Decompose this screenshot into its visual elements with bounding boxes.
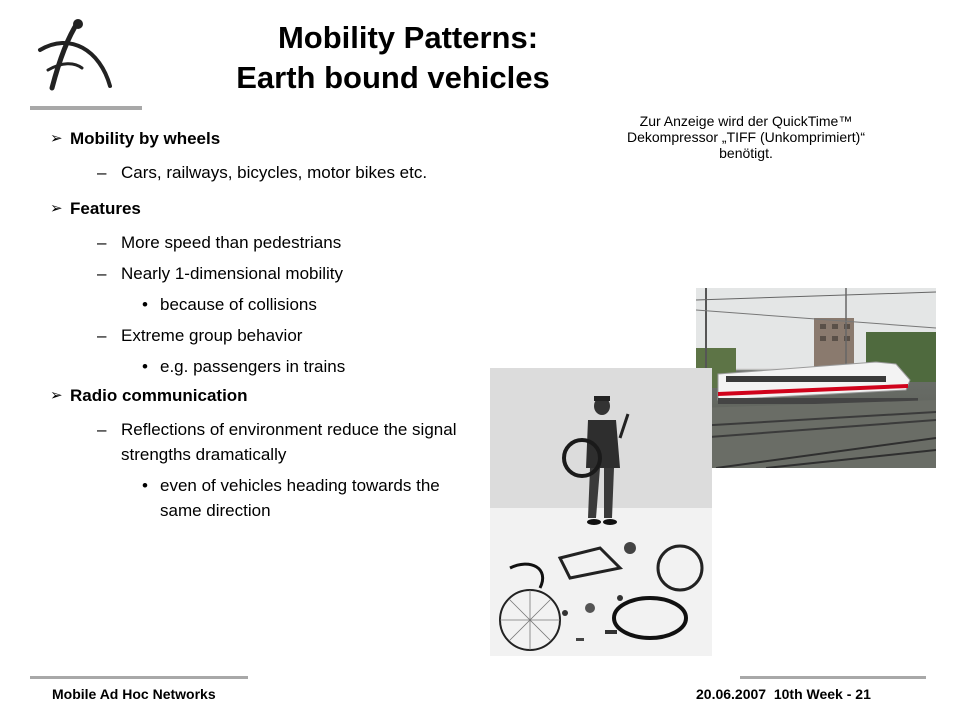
footer-rule-right [740,676,926,679]
train-photo [696,288,936,468]
bullet-radio-communication: ➢ Radio communication [50,386,248,405]
sub-bullet: – Reflections of environment reduce the signal strengths dramatically [50,417,470,467]
slide-content [50,128,470,529]
footer-course-name: Mobile Ad Hoc Networks [52,686,216,702]
dash-marker: – [97,163,107,182]
bicycle-photo [490,368,712,656]
sub-bullet: – Cars, railways, bicycles, motor bikes etc. [50,160,470,185]
footer-rule-left [30,676,248,679]
bicycle-illustration [490,368,712,656]
bullet-features: ➢ Features [50,199,141,218]
title-line-1: Mobility Patterns: [277,20,539,55]
sub-sub-bullet: • because of collisions [50,292,470,317]
arrow-bullet-icon: ➢ [50,200,63,217]
arrow-bullet-icon: ➢ [50,387,63,404]
dash-marker: – [97,326,107,345]
slide-title [160,18,640,98]
dash-marker: – [97,264,107,283]
dot-marker: • [142,476,148,495]
sub-bullet: – Nearly 1-dimensional mobility [50,261,470,286]
quicktime-notice: Zur Anzeige wird der QuickTime™ Dekompressor „TIFF (Unkomprimiert)“ benötigt. [626,113,865,161]
sub-sub-bullet: • even of vehicles heading towards the same direction [50,473,470,523]
title-line-2: Earth bound vehicles [236,60,550,95]
sub-sub-bullet: • e.g. passengers in trains [50,354,470,379]
dash-marker: – [97,420,107,439]
bullet-mobility-by-wheels: ➢ Mobility by wheels [50,129,221,148]
stylized-a-logo-icon [30,10,142,114]
dot-marker: • [142,357,148,376]
footer-date-page: 20.06.2007 10th Week - 21 [696,686,871,702]
dash-marker: – [97,233,107,252]
train-illustration [696,288,936,468]
arrow-bullet-icon: ➢ [50,130,63,147]
sub-bullet: – More speed than pedestrians [50,230,470,255]
sub-bullet: – Extreme group behavior [50,323,470,348]
dot-marker: • [142,295,148,314]
